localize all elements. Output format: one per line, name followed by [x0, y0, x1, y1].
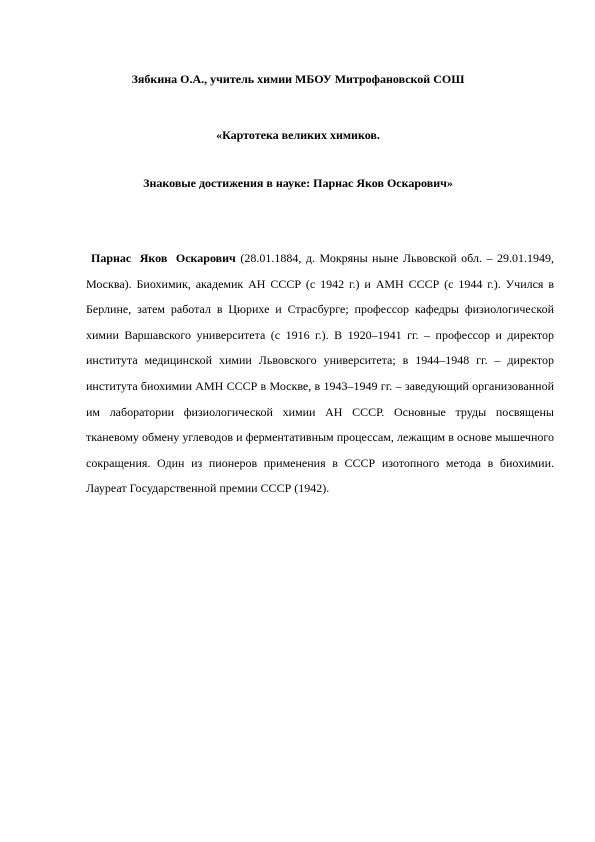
- biography-name: Парнас Яков Оскарович: [91, 251, 236, 265]
- author-line: Зябкина О.А., учитель химии МБОУ Митрофановской СОШ: [131, 72, 465, 86]
- biography-text: (28.01.1884, д. Мокряны ныне Львовской обл. – 29.01.1949, Москва). Биохимик, академик АН СССР (с 1942 г.) и АМН СССР (с 1944 г.). Учился в Берлине, затем работал в Цюрихе и Страсбурге; профессор кафедры физиологической химии Варшавского университета (с 1916 г.). В 1920–1941 гг. – профессор и директор института медицинской химии Львовского университета; в 1944–1948 гг. – директор института биохимии АМН СССР в Москве, в 1943–1949 гг. – заведующий организованной им лаборатории физиологической химии АН СССР. Основные труды посвящены тканевому обмену углеводов и ферментативным процессам, лежащим в основе мышечного сокращения. Один из пионеров применения в СССР изотопного метода в биохимии. Лауреат Государственной премии СССР (1942).: [86, 251, 555, 496]
- biography-paragraph: [86, 246, 554, 502]
- document-subtitle: Знаковые достижения в науке: Парнас Яков Оскарович»: [143, 176, 453, 190]
- document-title: «Картотека великих химиков.: [216, 128, 380, 142]
